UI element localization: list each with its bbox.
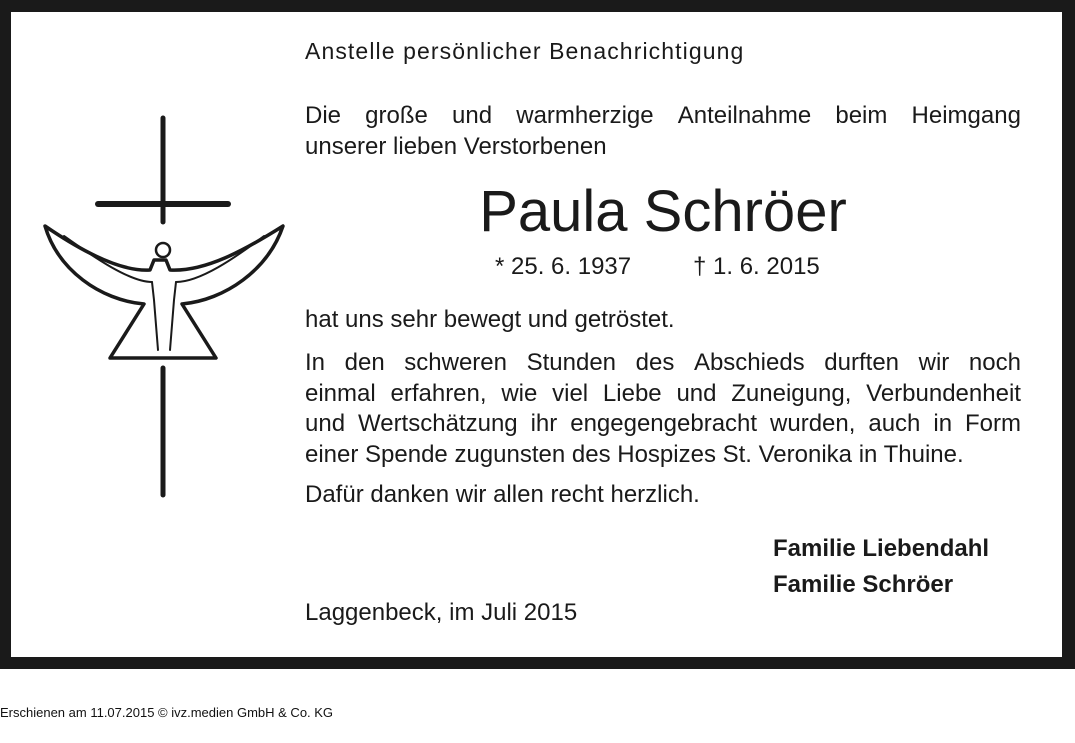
- paragraph-word: wie: [501, 379, 538, 407]
- intro-word: beim: [835, 102, 888, 129]
- paragraph-word: Stunden: [526, 349, 617, 376]
- paragraph-word: Wertschätzung: [358, 410, 518, 437]
- signature-1: Familie Liebendahl: [773, 535, 990, 562]
- paragraph-word: den: [344, 349, 385, 376]
- paragraph-word: und: [305, 410, 346, 437]
- paragraph-line: [305, 348, 1021, 379]
- paragraph-word: Liebe: [602, 379, 662, 407]
- cross-dove-icon: [40, 110, 290, 505]
- paragraph-word: wir: [918, 349, 950, 376]
- publication-footer: Erschienen am 11.07.2015 © ivz.medien GmbH & Co. KG: [0, 705, 334, 720]
- place-date: Laggenbeck, im Juli 2015: [305, 599, 578, 626]
- intro-line-2: unserer lieben Verstorbenen: [305, 133, 607, 160]
- intro-word: Die: [305, 102, 342, 129]
- signature-2: Familie Schröer: [773, 571, 954, 598]
- paragraph-word: einmal: [305, 379, 376, 407]
- paragraph-word: engegengebracht: [570, 410, 758, 437]
- notice-heading: Anstelle persönlicher Benachrichtigung: [305, 38, 745, 64]
- paragraph-word: einer Spende zugunsten des Hospizes St. Veronika in Thuine.: [305, 440, 964, 468]
- paragraph-word: viel: [552, 379, 589, 407]
- paragraph-line: [305, 379, 1021, 410]
- intro-word: warmherzige: [516, 102, 654, 129]
- farewell-paragraph: [305, 348, 1021, 470]
- paragraph-word: Abschieds: [693, 349, 805, 376]
- paragraph-word: Zuneigung,: [731, 379, 852, 407]
- paragraph-word: In: [305, 349, 326, 376]
- paragraph-word: noch: [968, 349, 1021, 376]
- intro-word: große: [365, 102, 428, 129]
- birth-date: * 25. 6. 1937: [495, 253, 632, 280]
- moved-text: hat uns sehr bewegt und getröstet.: [305, 306, 675, 333]
- paragraph-word: durften: [824, 349, 900, 376]
- intro-word: und: [452, 102, 493, 129]
- paragraph-word: und: [676, 379, 717, 407]
- intro-line-1: [305, 100, 1021, 131]
- thanks-text: Dafür danken wir allen recht herzlich.: [305, 481, 700, 508]
- paragraph-word: erfahren,: [390, 379, 487, 407]
- paragraph-word: des: [635, 349, 675, 376]
- intro-word: Anteilnahme: [677, 102, 812, 129]
- paragraph-line: [305, 409, 1021, 440]
- paragraph-word: in: [933, 410, 953, 437]
- deceased-name: Paula Schröer: [479, 179, 847, 244]
- intro-word: Heimgang: [911, 102, 1021, 129]
- intro-text: [305, 100, 1021, 162]
- paragraph-word: schweren: [404, 349, 507, 376]
- paragraph-word: Verbundenheit: [866, 379, 1021, 407]
- paragraph-line: [305, 440, 1021, 471]
- paragraph-word: auch: [868, 410, 921, 437]
- paragraph-word: wurden,: [770, 410, 856, 437]
- paragraph-word: ihr: [530, 410, 558, 437]
- death-date: † 1. 6. 2015: [693, 253, 820, 280]
- paragraph-word: Form: [965, 410, 1021, 437]
